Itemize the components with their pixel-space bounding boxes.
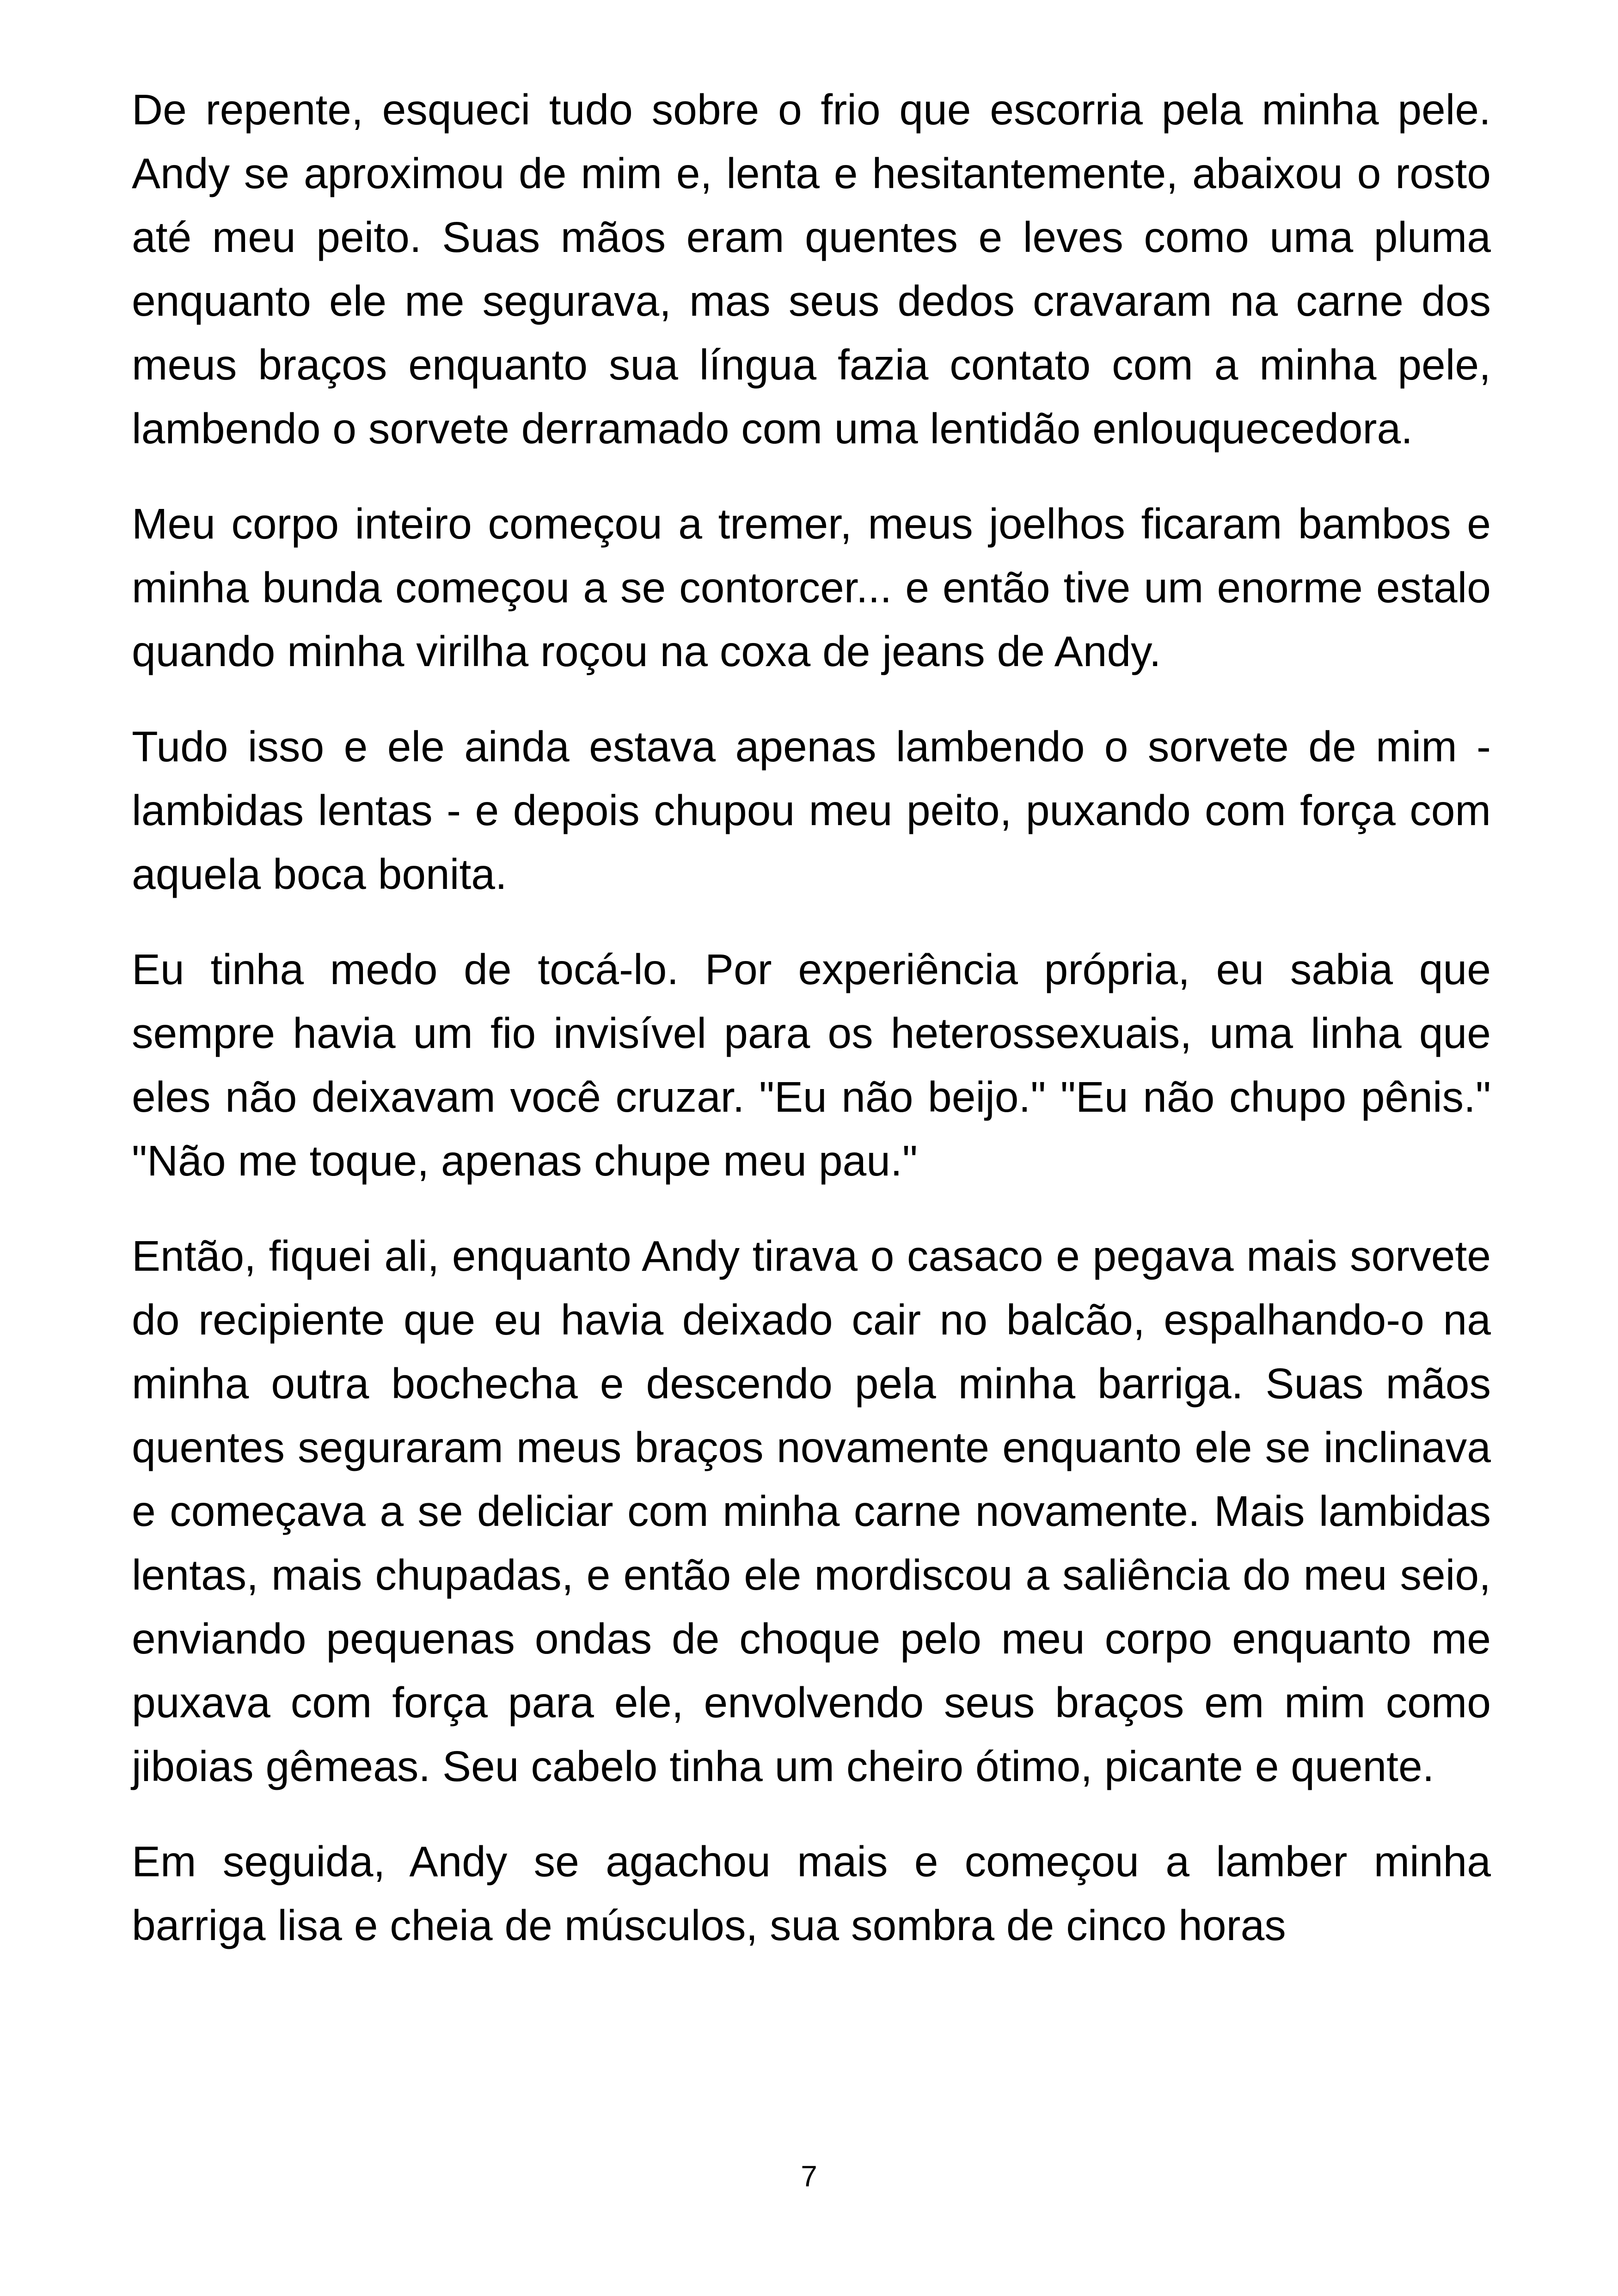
paragraph: Em seguida, Andy se agachou mais e começou a lamber minha barriga lisa e cheia de músculos, sua sombra de cinco horas [132,1837,1491,1949]
paragraph: Então, fiquei ali, enquanto Andy tirava o casaco e pegava mais sorvete do recipiente que eu havia deixado cair no balcão, espalhando-o na minha outra bochecha e descendo pela minha barriga. Suas mãos quentes seguraram meus braços novamente enquanto ele se inclinava e começava a se deliciar com minha carne novamente. Mais lambidas lentas, mais chupadas, e então ele mordiscou a saliência do meu seio, enviando pequenas ondas de choque pelo meu corpo enquanto me puxava com força para ele, envolvendo seus braços em mim como jiboias gêmeas. Seu cabelo tinha um cheiro ótimo, picante e quente. [132,1232,1491,1790]
paragraph: De repente, esqueci tudo sobre o frio que escorria pela minha pele. Andy se aproximou de mim e, lenta e hesitantemente, abaixou o rosto até meu peito. Suas mãos eram quentes e leves como uma pluma enquanto ele me segurava, mas seus dedos cravaram na carne dos meus braços enquanto sua língua fazia contato com a minha pele, lambendo o sorvete derramado com uma lentidão enlouquecedora. [132,86,1491,453]
paragraph: Tudo isso e ele ainda estava apenas lambendo o sorvete de mim - lambidas lentas - e depois chupou meu peito, puxando com força com aquela boca bonita. [132,722,1491,898]
page-number: 7 [801,2160,817,2193]
paragraph: Eu tinha medo de tocá-lo. Por experiência própria, eu sabia que sempre havia um fio invisível para os heterossexuais, uma linha que eles não deixavam você cruzar. "Eu não beijo." "Eu não chupo pênis." "Não me toque, apenas chupe meu pau." [132,945,1491,1185]
body-text [132,78,1491,1957]
paragraph: Meu corpo inteiro começou a tremer, meus joelhos ficaram bambos e minha bunda começou a se contorcer... e então tive um enorme estalo quando minha virilha roçou na coxa de jeans de Andy. [132,500,1491,675]
